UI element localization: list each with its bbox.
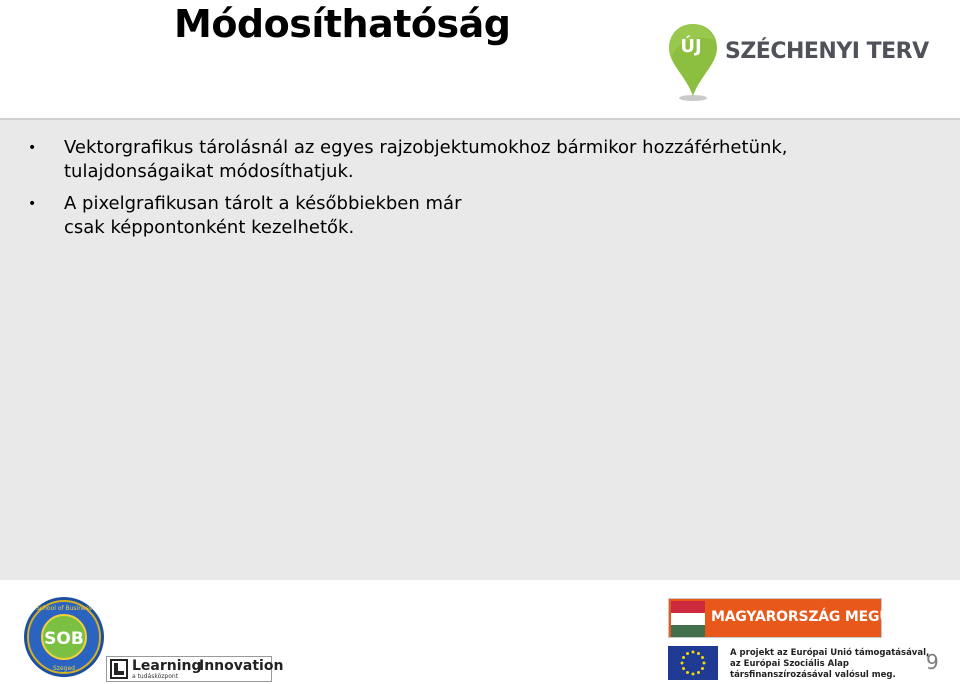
szechenyi-terv-logo	[664, 22, 929, 104]
hungarian-flag-icon	[671, 601, 705, 637]
li-word2: Innovation	[199, 658, 284, 674]
eu-flag-icon	[668, 646, 718, 680]
sob-ring-top: School of Business	[36, 605, 92, 612]
magyarorszag-label: MAGYARORSZÁG MEGÚJUL	[711, 609, 916, 625]
sob-ring-bottom: Szeged	[53, 665, 75, 672]
bullet-line: Vektorgrafikus tárolásnál az egyes rajzobjektumokhoz bármikor hozzáférhetünk,	[64, 137, 788, 158]
learning-innovation-logo	[106, 656, 284, 682]
bullet-line: A pixelgrafikusan tárolt a későbbiekben már	[64, 193, 462, 214]
map-pin-icon	[666, 22, 720, 102]
bullet-dot-icon: •	[28, 196, 37, 212]
li-subtitle: a tudásközpont	[132, 673, 179, 680]
magyarorszag-megujul-banner	[668, 598, 916, 638]
bullet-line: csak képpontonként kezelhetők.	[64, 217, 355, 238]
slide-title: Módosíthatóság	[174, 2, 511, 46]
szechenyi-badge: ÚJ	[680, 36, 702, 57]
szechenyi-name: SZÉCHENYI TERV	[725, 39, 929, 64]
bullet-line: tulajdonságaikat módosíthatjuk.	[64, 161, 354, 182]
eu-line: társfinanszírozásával valósul meg.	[730, 670, 896, 680]
li-word1: Learning	[132, 658, 202, 674]
eu-line: A projekt az Európai Unió támogatásával,	[730, 648, 930, 658]
bullet-dot-icon: •	[28, 140, 37, 156]
li-mark-icon	[110, 659, 128, 679]
bullet-item	[24, 136, 944, 184]
sob-label: SOB	[44, 629, 84, 649]
eu-line: az Európai Szociális Alap	[730, 659, 849, 669]
page-number: 9	[926, 650, 939, 674]
eu-funding-text	[730, 648, 929, 681]
content-area	[0, 118, 960, 580]
bullet-list	[24, 136, 944, 248]
sob-logo	[23, 596, 105, 678]
bullet-item	[24, 192, 944, 240]
